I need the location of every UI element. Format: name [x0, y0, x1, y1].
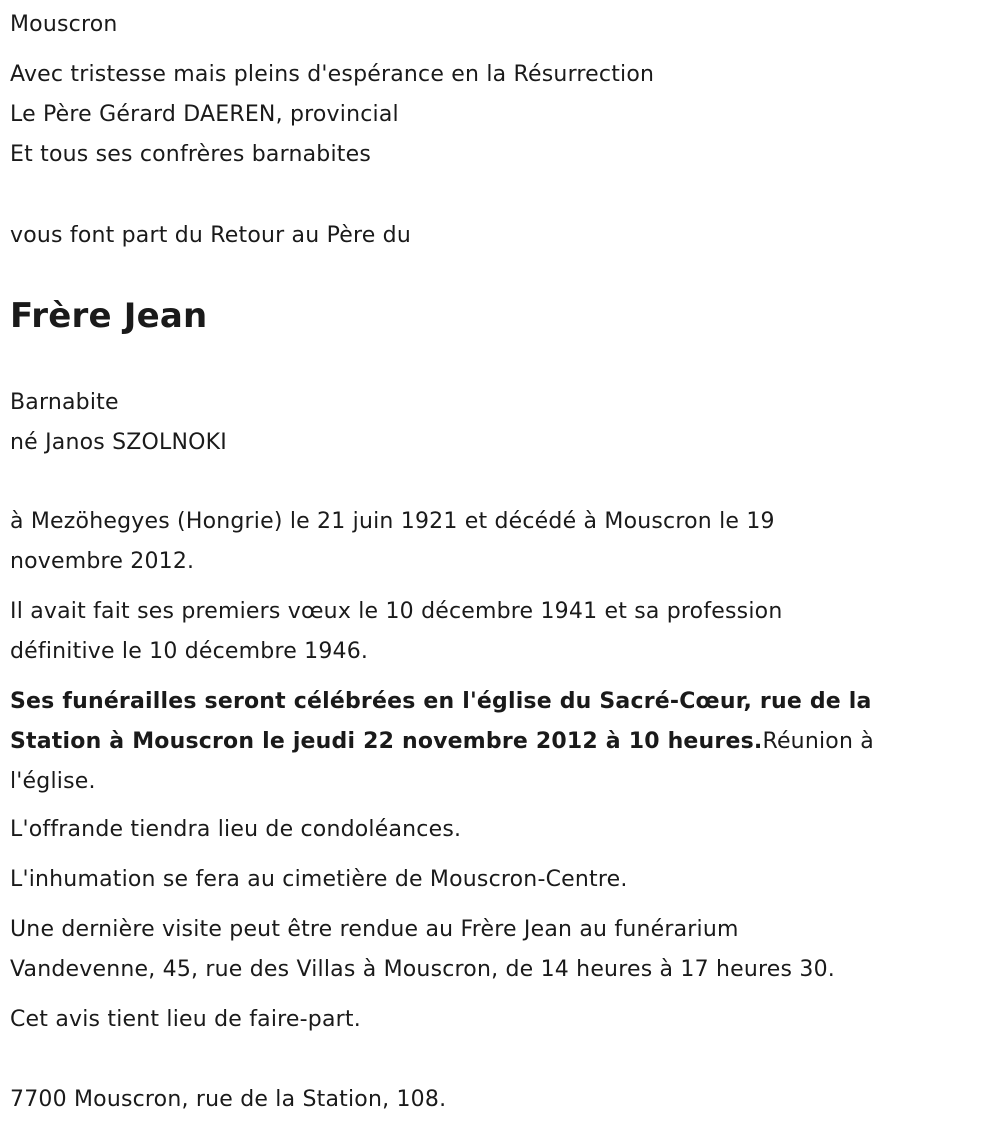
text-line: novembre 2012. [10, 549, 195, 574]
deceased-name: Frère Jean [10, 296, 208, 336]
identity-line: né Janos SZOLNOKI [10, 430, 227, 455]
text-line: Vandevenne, 45, rue des Villas à Mouscron, de 14 heures à 17 heures 30. [10, 957, 835, 982]
funeral-tail: Réunion à [762, 729, 874, 754]
offering-text: L'offrande tiendra lieu de condoléances. [10, 817, 462, 842]
identity-paragraph [10, 383, 995, 463]
intro-line: Et tous ses confrères barnabites [10, 142, 371, 167]
identity-line: Barnabite [10, 390, 119, 415]
vows-paragraph [10, 592, 995, 672]
funeral-paragraph [10, 682, 995, 802]
text-line: à Mezöhegyes (Hongrie) le 21 juin 1921 et décédé à Mouscron le 19 [10, 509, 775, 534]
text-line: l'église. [10, 769, 96, 794]
intro-line: Le Père Gérard DAEREN, provincial [10, 102, 399, 127]
announcement-text: vous font part du Retour au Père du [10, 223, 411, 248]
intro-line: Avec tristesse mais pleins d'espérance en la Résurrection [10, 62, 655, 87]
text-line: définitive le 10 décembre 1946. [10, 639, 369, 664]
funeral-bold-line: Ses funérailles seront célébrées en l'église du Sacré-Cœur, rue de la [10, 689, 872, 714]
notice-text: Cet avis tient lieu de faire-part. [10, 1007, 361, 1032]
text-line: Une dernière visite peut être rendue au Frère Jean au funérarium [10, 917, 739, 942]
funeral-bold-line: Station à Mouscron le jeudi 22 novembre 2012 à 10 heures. [10, 729, 763, 754]
city-heading: Mouscron [10, 12, 118, 37]
birth-death-paragraph [10, 502, 995, 582]
burial-text: L'inhumation se fera au cimetière de Mouscron-Centre. [10, 867, 628, 892]
address-text: 7700 Mouscron, rue de la Station, 108. [10, 1087, 447, 1112]
text-line: Il avait fait ses premiers vœux le 10 décembre 1941 et sa profession [10, 599, 783, 624]
intro-paragraph [10, 55, 995, 175]
visit-paragraph [10, 910, 995, 990]
